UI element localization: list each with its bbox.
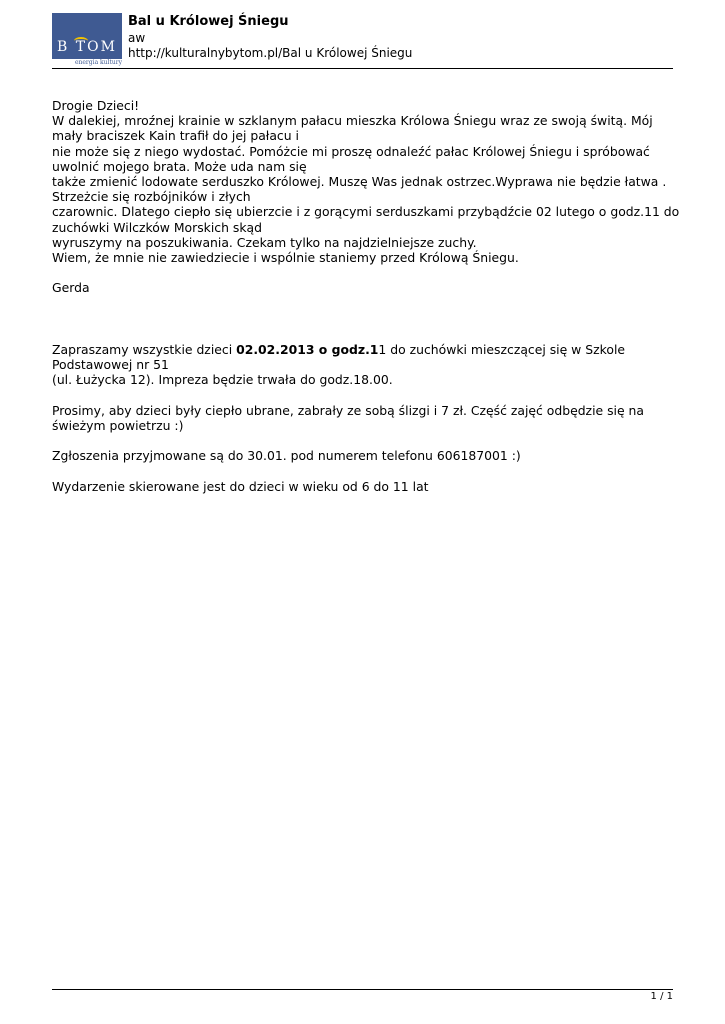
invite-line — [52, 342, 673, 357]
letter-line: nie może się z niego wydostać. Pomóżcie mi proszę odnaleźć pałac Królowej Śniegu i spróbować — [52, 143, 650, 159]
letter-line: Wiem, że mnie nie zawiedziecie i wspólnie staniemy przed Królową Śniegu. — [52, 250, 519, 266]
letter-line: Strzeżcie się rozbójników i złych — [52, 189, 251, 205]
logo-wordmark: B TOM — [57, 39, 117, 55]
document-url: http://kulturalnybytom.pl/Bal u Królowej Śniegu — [128, 46, 413, 60]
letter-line: W dalekiej, mroźnej krainie w szklanym pałacu mieszka Królowa Śniegu wraz ze swoją świtą. Mój — [52, 113, 653, 129]
letter-line: zuchówki Wilczków Morskich skąd — [52, 219, 262, 235]
letter-line: także zmienić lodowate serduszko Królowej. Muszę Was jednak ostrzec.Wyprawa nie będzie łatwa . — [52, 174, 667, 190]
clothing-line-1: Prosimy, aby dzieci były ciepło ubrane, zabrały ze sobą ślizgi i 7 zł. Część zajęć odbędzie się na — [52, 402, 644, 418]
logo-tagline: energia kultury — [74, 59, 122, 66]
letter-greeting: Drogie Dzieci! — [52, 98, 140, 113]
document-author: aw — [128, 31, 146, 45]
letter-signature: Gerda — [52, 280, 90, 296]
letter-line: mały braciszek Kain trafił do jej pałacu i — [52, 128, 299, 144]
letter-line: wyruszymy na poszukiwania. Czekam tylko na najdzielniejsze zuchy. — [52, 234, 477, 250]
document-body — [52, 98, 680, 494]
clothing-line-2: świeżym powietrzu :) — [52, 418, 184, 434]
page-number: 1 / 1 — [650, 991, 673, 1002]
header-divider — [52, 68, 673, 69]
document-header — [52, 13, 673, 69]
invite-date: 02.02.2013 o godz.1 — [236, 342, 379, 358]
letter-line: czarownic. Dlatego ciepło się ubierzcie i z gorącymi serduszkami przybądźcie 02 lutego o godz.11 do — [52, 204, 680, 220]
footer-divider — [52, 989, 673, 990]
invite-line-3: (ul. Łużycka 12). Impreza będzie trwała do godz.18.00. — [52, 372, 393, 388]
invite-prefix: Zapraszamy wszystkie dzieci — [52, 342, 237, 358]
letter-line: uwolnić mojego brata. Może uda nam się — [52, 158, 307, 174]
registration-line: Zgłoszenia przyjmowane są do 30.01. pod numerem telefonu 606187001 :) — [52, 448, 521, 464]
bytom-logo-icon — [52, 13, 122, 67]
age-line: Wydarzenie skierowane jest do dzieci w wieku od 6 do 11 lat — [52, 478, 429, 494]
invite-line-2: Podstawowej nr 51 — [52, 357, 169, 373]
document-title: Bal u Królowej Śniegu — [128, 14, 289, 29]
invite-suffix: 1 do zuchówki mieszczącej się w Szkole — [378, 342, 626, 358]
